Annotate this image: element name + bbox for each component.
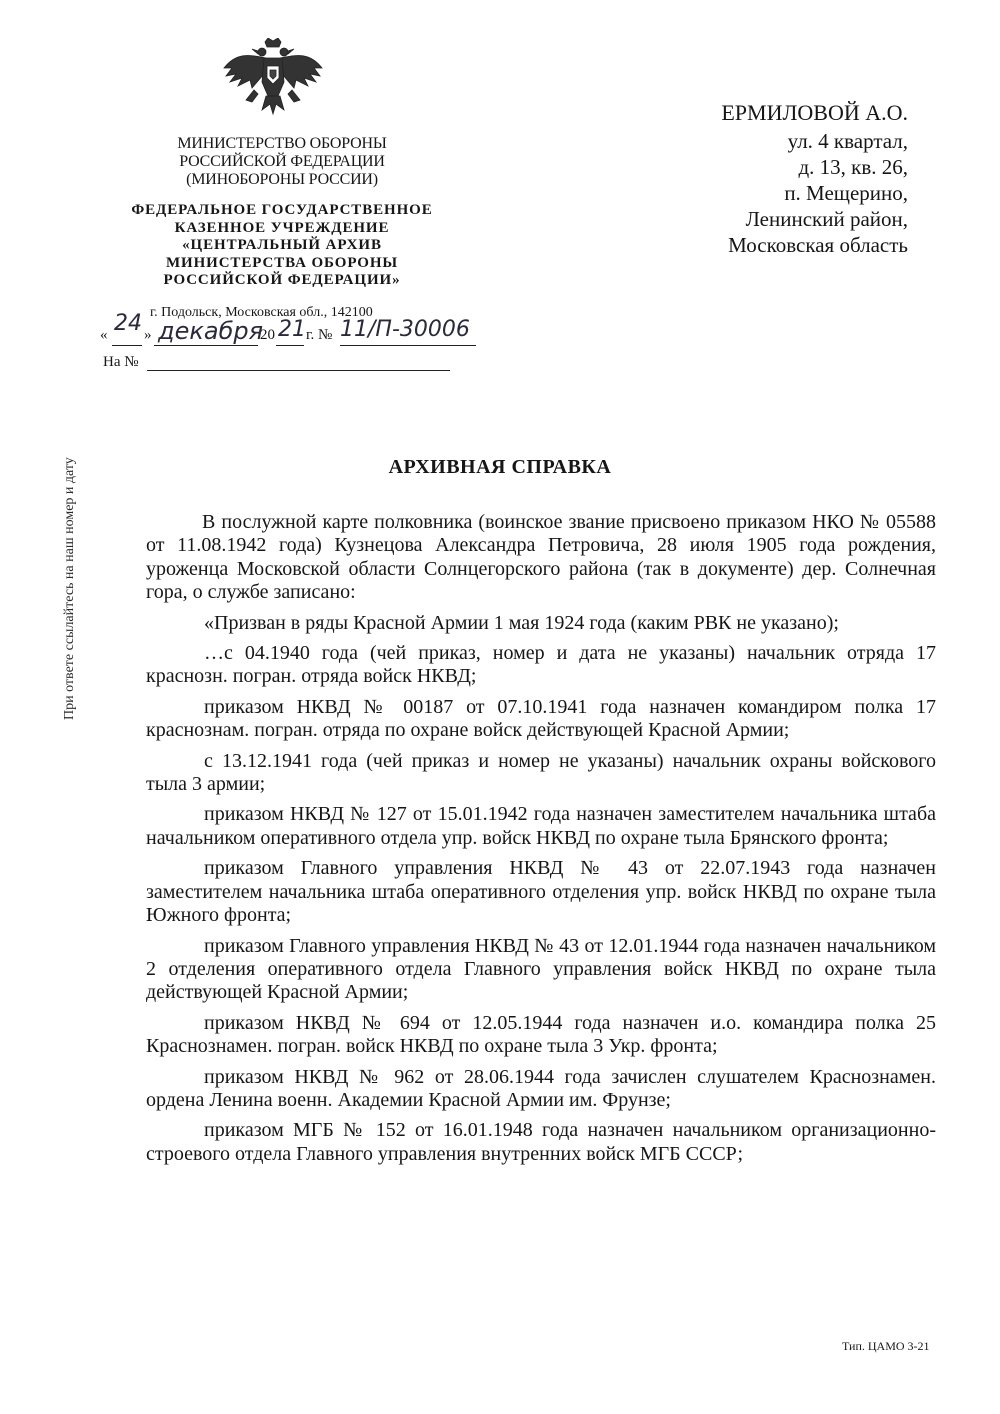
recipient-name: ЕРМИЛОВОЙ А.О. [721, 100, 908, 125]
body-paragraph: приказом НКВД № 962 от 28.06.1944 года зачислен слушателем Краснознамен. ордена Ленина военн. Академии Красной Армии им. Фрунзе; [146, 1065, 936, 1111]
institution-line: КАЗЕННОЕ УЧРЕЖДЕНИЕ [174, 219, 390, 236]
date-month-handwritten: декабря [158, 317, 264, 345]
print-code-footer: Тип. ЦАМО 3-21 [842, 1339, 930, 1353]
body-paragraph: приказом Главного управления НКВД № 43 от 22.07.1943 года назначен заместителем начальника штаба оперативного отделения упр. войск НКВД по охране тыла Южного фронта; [146, 857, 936, 927]
institution-name-block [100, 202, 464, 290]
body-paragraph: с 13.12.1941 года (чей приказ и номер не указаны) начальник охраны войскового тыла 3 армии; [146, 749, 936, 796]
body-paragraph: …с 04.1940 года (чей приказ, номер и дата не указаны) начальник отряда 17 краснозн. погран. отряда войск НКВД; [146, 642, 936, 688]
institution-line: РОССИЙСКОЙ ФЕДЕРАЦИИ» [163, 272, 401, 289]
ministry-line: РОССИЙСКОЙ ФЕДЕРАЦИИ [179, 153, 385, 170]
document-body [146, 511, 936, 1173]
body-paragraph: приказом НКВД № 00187 от 07.10.1941 года назначен командиром полка 17 краснознам. погран. отряда по охране войск действующей Красной Армии; [146, 695, 936, 742]
recipient-address-line: Ленинский район, [745, 207, 908, 231]
date-day-handwritten: 24 [114, 311, 142, 336]
document-title: АРХИВНАЯ СПРАВКА [388, 456, 612, 478]
doc-number-underline [340, 345, 476, 346]
recipient-address-line: п. Мещерино, [784, 181, 908, 205]
ministry-name-block [100, 135, 464, 189]
doc-number-label: г. № [306, 327, 333, 343]
recipient-address-line: Московская область [728, 233, 908, 257]
institution-line: «ЦЕНТРАЛЬНЫЙ АРХИВ [182, 237, 382, 254]
body-paragraph: приказом Главного управления НКВД № 43 от 12.01.1944 года назначен начальником 2 отделения оперативного отдела Главного управления войск НКВД по охране тыла действующей Красной Армии; [146, 934, 936, 1004]
recipient-address-line: ул. 4 квартал, [787, 129, 908, 153]
date-open-quote: « [100, 327, 108, 343]
body-paragraph: В послужной карте полковника (воинское звание присвоено приказом НКО № 05588 от 11.08.1942 года) Кузнецова Александра Петровича, 28 июля 1905 года рождения, уроженца Московской области Солнцегорского района (так в документе) дер. Солнечная гора, о службе записано: [146, 511, 936, 604]
reply-to-underline [147, 370, 450, 371]
ministry-emblem-icon [218, 38, 328, 120]
date-day-underline [112, 345, 142, 346]
date-year-underline [276, 345, 304, 346]
sender-address: г. Подольск, Московская обл., 142100 [150, 305, 373, 320]
ministry-line: МИНИСТЕРСТВО ОБОРОНЫ [177, 135, 387, 152]
institution-line: МИНИСТЕРСТВА ОБОРОНЫ [165, 254, 399, 271]
doc-number-handwritten: 11/П-30006 [340, 317, 470, 342]
reply-to-label: На № [103, 354, 139, 370]
body-paragraph: приказом МГБ № 152 от 16.01.1948 года назначен начальником организационно-строевого отдела Главного управления внутренних войск МГБ СССР; [146, 1119, 936, 1165]
date-year-prefix: 20 [260, 327, 275, 343]
recipient-address-block [640, 100, 908, 258]
ministry-line: (МИНОБОРОНЫ РОССИИ) [186, 171, 378, 188]
body-paragraph: «Призван в ряды Красной Армии 1 мая 1924 года (каким РВК не указано); [204, 611, 839, 634]
body-paragraph: приказом НКВД № 127 от 15.01.1942 года назначен заместителем начальника штаба начальником оперативного отдела упр. войск НКВД по охране тыла Брянского фронта; [146, 803, 936, 849]
side-reference-note: При ответе ссылайтесь на наш номер и дату [62, 457, 77, 720]
body-paragraph: приказом НКВД № 694 от 12.05.1944 года назначен и.о. командира полка 25 Краснознамен. погран. войск НКВД по охране тыла 3 Укр. фронта; [146, 1011, 936, 1058]
institution-line: ФЕДЕРАЛЬНОЕ ГОСУДАРСТВЕННОЕ [131, 202, 433, 218]
date-close-quote: » [144, 327, 152, 343]
date-year-suffix-handwritten: 21 [278, 317, 306, 342]
date-month-underline [154, 345, 258, 346]
recipient-address-line: д. 13, кв. 26, [798, 155, 908, 179]
